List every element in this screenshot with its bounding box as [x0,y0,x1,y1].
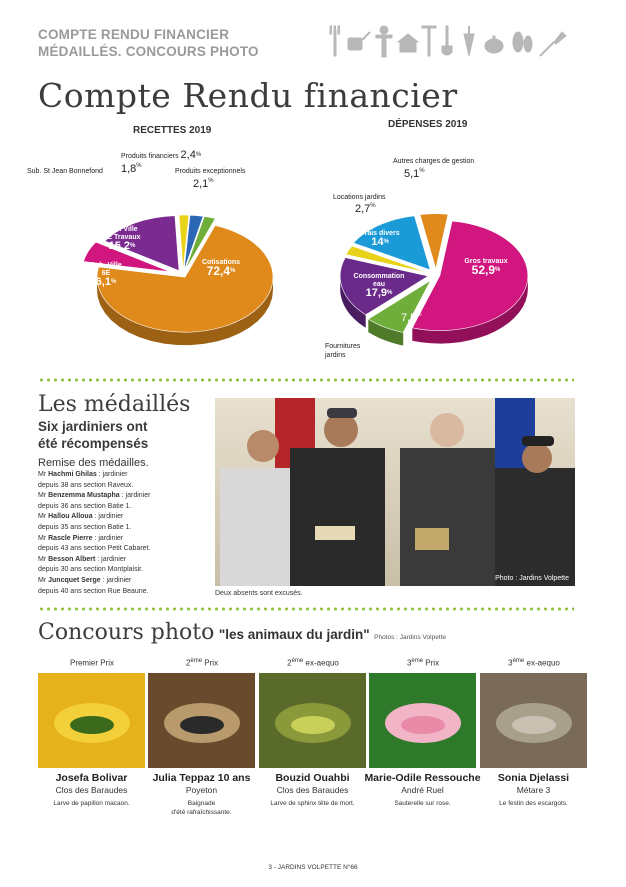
concours-title: Concours photo [38,620,215,645]
concours-heading [38,620,446,645]
medaille-name: Hachmi Ghilas [48,471,97,478]
dotted-divider [38,607,574,611]
contest-photo [148,673,255,768]
pct-autres-charges: 5,1% [404,168,425,180]
medaille-name: Hallou Alloua [48,513,93,521]
winner-section: Métare 3 [516,785,551,795]
medaille-line: Mr Benzemma Mustapha : jardinier [38,492,151,500]
medaille-line: Mr Rascle Pierre : jardinier [38,534,124,542]
medaille-line: depuis 35 ans section Batie 1. [38,523,132,531]
pct-fournitures: 7,5% [401,312,422,324]
label-fournitures: Fournitures jardins [325,343,361,359]
pumpkin-icon [485,36,503,53]
label-cotisations: Cotisations 72,4% [201,259,241,278]
prize-rank: 3ème Prix [406,658,440,668]
medaille-name: Benzemma Mustapha [48,492,120,500]
medaille-line: Mr Juncquet Serge : jardinier [38,576,132,584]
scarecrow-icon [376,26,392,57]
concours-theme: "les animaux du jardin" [218,627,370,642]
label-produits-exceptionnels: Produits exceptionnels [175,168,246,175]
label-ville: Sub. Ville 6E 6,1% [90,262,122,288]
header-line-2: MÉDAILLÉS. CONCOURS PHOTO [38,44,259,59]
section-header [38,26,259,60]
winner-block [253,772,372,808]
label-locations: Locations jardins [333,194,386,201]
trowel-icon [540,32,566,56]
label-frais-divers: Frais divers 14% [360,230,400,248]
pct-locations: 2,7% [355,203,376,215]
label-consommation-eau: Consommation eau 17,9% [353,273,405,299]
winner-block [32,772,151,808]
contest-photo [480,673,587,768]
medaille-line: depuis 38 ans section Raveux. [38,481,134,489]
label-gros-travaux: Gros travaux 52,9% [464,258,508,277]
concours-credit: Photos : Jardins Volpette [374,634,447,641]
medaille-line: depuis 43 ans section Petit Cabaret. [38,545,151,553]
medailles-list [38,470,150,597]
photo-caption: Larve de sphinx tête de mort. [270,800,355,807]
winner-section: André Ruel [401,785,444,795]
winner-name: Marie-Odile Ressouche [364,772,481,784]
winner-section: Clos des Baraudes [55,785,128,795]
shovel-icon [442,26,452,55]
medaille-line: depuis 36 ans section Batie 1. [38,502,132,510]
prize-rank: 3ème ex-aequo [508,658,560,668]
winner-name: Josefa Bolivar [55,772,128,784]
medailles-title: Les médaillés [38,392,191,417]
label-produits-financiers: Produits financiers 2,4% [121,149,202,161]
prize-rank: 2ème Prix [185,658,219,668]
medailles-subtitle: Six jardiniers ont été récompensés [38,419,149,451]
medaille-line: Mr Hallou Alloua : jardinier [38,513,124,521]
medaille-line: depuis 30 ans section Montplaisir. [38,566,144,574]
prize-rank: 2ème ex-aequo [287,658,339,668]
remise-text: Remise des médailles. [38,457,149,469]
medaille-line: Mr Besson Albert : jardinier [38,555,127,563]
house-icon [398,34,418,52]
winner-block [474,772,593,808]
photo-caption: Le festin des escargots. [499,800,568,807]
medaille-name: Rascle Pierre [48,534,93,542]
winner-name: Julia Teppaz 10 ans [152,772,251,784]
photo-caption: Larve de papillon macaon. [53,800,130,807]
medailles-photo [215,398,575,586]
dotted-divider [38,378,574,382]
medaille-line: Mr Hachmi Ghilas : jardinier [38,471,128,478]
rake-icon [422,26,436,56]
winner-name: Sonia Djelassi [497,772,570,784]
depenses-title: DÉPENSES 2019 [388,119,468,130]
label-st-jean: Sub. St Jean Bonnefond [27,168,103,175]
photo-credit: Photo : Jardins Volpette [495,575,569,582]
finance-title: Compte Rendu financier [38,76,458,115]
garden-tools-illustration [328,22,573,62]
photo-caption: Baignade d'été rafraîchissante. [171,800,232,816]
contest-photo [259,673,366,768]
medaille-line: depuis 40 ans section Rue Beaune. [38,587,149,595]
contest-photo [369,673,476,768]
winner-name: Bouzid Ouahbi [275,772,350,784]
contest-photo [38,673,145,768]
label-autres-charges: Autres charges de gestion [393,158,475,165]
watering-can-icon [348,32,370,50]
recettes-title: RECETTES 2019 [133,125,212,136]
photo-caption: Sauterelle sur rose. [394,800,451,807]
carrot-icon [464,26,474,56]
medaille-name: Besson Albert [48,555,96,563]
pct-st-jean: 1,8% [121,163,142,175]
header-line-1: COMPTE RENDU FINANCIER [38,27,230,42]
winner-block [363,772,482,808]
prize-rank: Premier Prix [69,658,114,668]
winner-section: Poyeton [185,785,218,795]
fork-icon [330,26,340,56]
medaille-name: Juncquet Serge [48,576,101,584]
page-footer: 3 - JARDINS VOLPETTE N°66 [268,864,358,871]
label-travaux: Sub. Ville 6E Travaux 15,2% [103,226,141,252]
pct-produits-exceptionnels: 2,1% [193,178,214,190]
plant-icon [513,32,532,52]
winner-section: Clos des Baraudes [276,785,349,795]
medailles-caption: Deux absents sont excusés. [215,590,303,597]
winner-block [142,772,261,817]
pct-produits-financiers: 2,4 [180,149,196,161]
